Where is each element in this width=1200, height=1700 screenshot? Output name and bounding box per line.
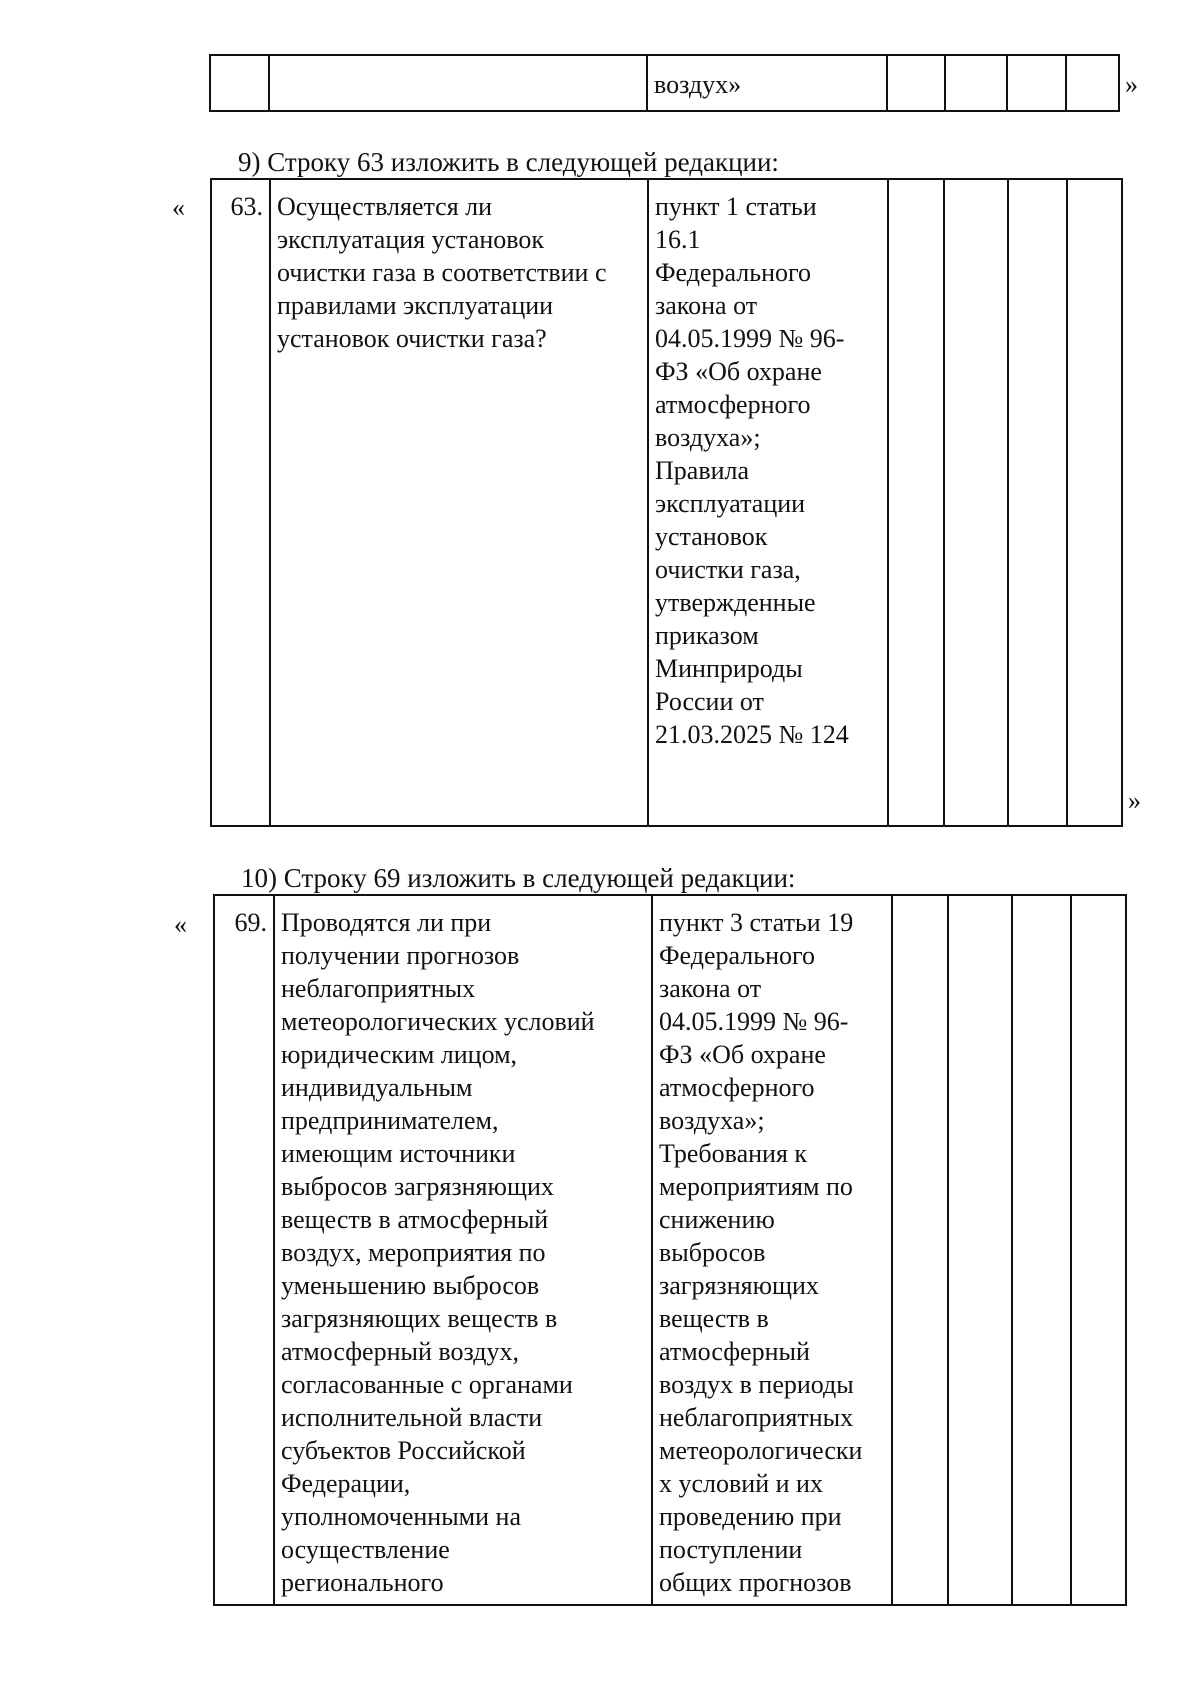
question-cell [269, 55, 647, 111]
basis-cell [648, 179, 888, 826]
row-69-table [213, 894, 1127, 1606]
empty-cell [887, 55, 945, 111]
basis-cell [652, 895, 892, 1605]
empty-cell [945, 55, 1007, 111]
basis-text: пункт 3 статьи 19 Федерального закона от 04.05.1999 № 96- ФЗ «Об охране атмосферного воздуха»; Требования к мероприятиям по снижению выбросов загрязняющих веществ в атмосферный воздух в периоды неблагоприятных метеорологически х условий и их проведению при поступлении общих прогнозов [659, 908, 863, 1597]
empty-cell [948, 895, 1012, 1605]
empty-cell [1008, 179, 1067, 826]
empty-cell [1007, 55, 1066, 111]
row-number-cell [214, 895, 274, 1605]
row-number-cell [211, 179, 270, 826]
close-quote: » [1128, 786, 1141, 815]
empty-cell [1012, 895, 1071, 1605]
basis-text: воздух» [654, 70, 742, 99]
question-text: Осуществляется ли эксплуатация установок очистки газа в соответствии с правилами эксплуатации установок очистки газа? [277, 192, 607, 353]
empty-cell [944, 179, 1008, 826]
question-cell [274, 895, 652, 1605]
top-fragment-table [209, 54, 1120, 112]
basis-text: пункт 1 статьи 16.1 Федерального закона от 04.05.1999 № 96- ФЗ «Об охране атмосферного воздуха»; Правила эксплуатации установок очистки газа, утвержденные приказом Минприроды России от 21.03.2025 № 124 [655, 192, 849, 749]
close-quote: » [1125, 70, 1138, 99]
row-number: 63. [230, 192, 263, 221]
open-quote: « [174, 910, 187, 939]
empty-cell [888, 179, 944, 826]
open-quote: « [172, 193, 185, 222]
row-63-table [210, 178, 1123, 827]
empty-cell [1071, 895, 1126, 1605]
question-cell [270, 179, 648, 826]
section-10-heading: 10) Строку 69 изложить в следующей редакции: [241, 863, 796, 893]
basis-cell [647, 55, 887, 111]
question-text: Проводятся ли при получении прогнозов неблагоприятных метеорологических условий юридическим лицом, индивидуальным предпринимателем, имеющим источники выбросов загрязняющих веществ в атмосферный воздух, мероприятия по уменьшению выбросов загрязняющих веществ в атмосферный воздух, согласованные с органами исполнительной власти субъектов Российской Федерации, уполномоченными на осуществление регионального [281, 908, 595, 1597]
empty-cell [1067, 179, 1122, 826]
number-cell [210, 55, 269, 111]
section-9-heading: 9) Строку 63 изложить в следующей редакции: [238, 147, 779, 177]
row-number: 69. [234, 908, 267, 937]
empty-cell [1066, 55, 1119, 111]
empty-cell [892, 895, 948, 1605]
